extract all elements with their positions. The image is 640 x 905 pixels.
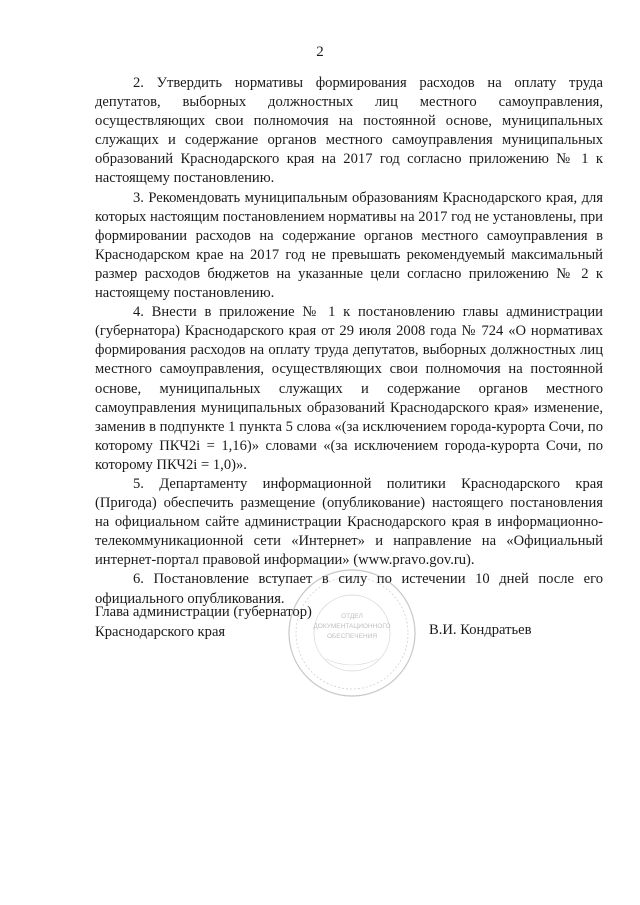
stamp-line2: ДОКУМЕНТАЦИОННОГО [313,623,391,630]
signatory-position [95,603,312,642]
signatory-position-line2: Краснодарского края [95,623,226,640]
stamp-line1: ОТДЕЛ [341,613,363,620]
page-number: 2 [316,44,324,60]
paragraph-3: 3. Рекомендовать муниципальным образованиям Краснодарского края, для которых настоящим постановлением нормативы на 2017 год не установлены, при формировании расходов на содержание органов местного самоуправления в Краснодарском крае на 2017 год не превышать рекомендуемый максимальный размер расходов бюджетов на указанные цели согласно приложению № 2 к настоящему постановлению. [95,189,603,302]
paragraph-6: 6. Постановление вступает в силу по истечении 10 дней после его официального опубликования. [95,571,603,607]
signatory-position-line1: Глава администрации (губернатор) [95,604,312,620]
paragraph-5: 5. Департаменту информационной политики Краснодарского края (Пригода) обеспечить размещение (опубликование) настоящего постановления на официальном сайте администрации Краснодарского края в информационно-телекоммуникационной сети «Интернет» и направление на «Официальный интернет-портал правовой информации» (www.pravo.gov.ru). [95,475,603,569]
document-body [95,74,603,609]
official-stamp [286,567,418,699]
signatory-name: В.И. Кондратьев [429,622,532,638]
paragraph-2: 2. Утвердить нормативы формирования расходов на оплату труда депутатов, выборных должностных лиц местного самоуправления, осуществляющих свои полномочия на постоянной основе, муниципальных служащих и содержание органов местного самоуправления муниципальных образований Краснодарского края на 2017 год согласно приложению № 1 к настоящему постановлению. [95,75,603,187]
stamp-line3: ОБЕСПЕЧЕНИЯ [326,633,378,640]
paragraph-4: 4. Внести в приложение № 1 к постановлению главы администрации (губернатора) Краснодарского края от 29 июля 2008 года № 724 «О нормативах формирования расходов на оплату труда депутатов, выборных должностных лиц местного самоуправления, осуществляющих свои полномочия на постоянной основе, муниципальных служащих и содержание органов местного самоуправления муниципальных образований Краснодарского края» изменение, заменив в подпункте 1 пункта 5 слова «(за исключением города-курорта Сочи, по которому ПКЧ2i = 1,16)» словами «(за исключением города-курорта Сочи, по которому ПКЧ2i = 1,0)». [95,304,603,473]
